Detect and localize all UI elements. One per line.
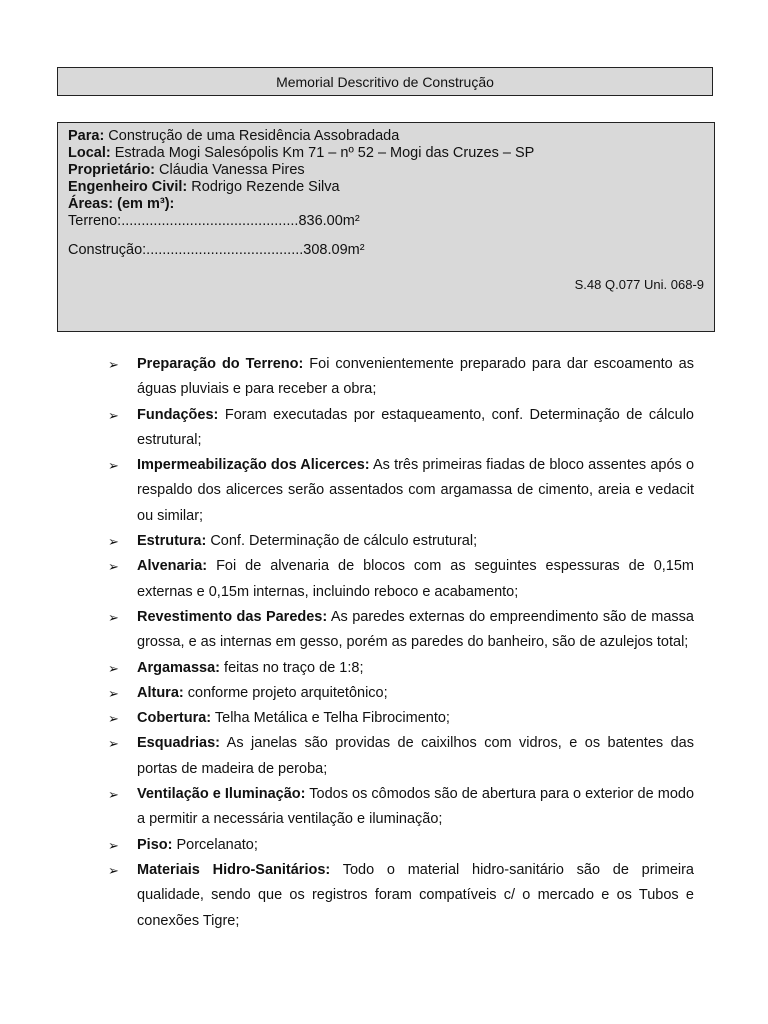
- arrow-bullet-icon: ➢: [108, 609, 119, 625]
- proprietario-label: Proprietário:: [68, 162, 156, 178]
- item-label: Revestimento das Paredes:: [137, 608, 328, 625]
- para-label: Para:: [68, 128, 105, 144]
- item-label: Esquadrias:: [137, 735, 220, 752]
- item-text: Foi convenientemente preparado para dar escoamento as águas pluviais e para receber a obra;: [137, 356, 694, 398]
- item-text: Porcelanato;: [172, 836, 258, 853]
- list-item: [108, 554, 694, 605]
- item-label: Altura:: [137, 684, 184, 701]
- proprietario-value: Cláudia Vanessa Pires: [155, 162, 305, 178]
- proprietario-row: [68, 162, 704, 179]
- local-row: [68, 145, 704, 162]
- list-item: [108, 681, 694, 706]
- para-value: Construção de uma Residência Assobradada: [104, 128, 400, 144]
- item-label: Impermeabilização dos Alicerces:: [137, 457, 370, 474]
- arrow-bullet-icon: ➢: [108, 559, 119, 575]
- item-text: Todo o material hidro-sanitário são de primeira qualidade, sendo que os registros foram compatíveis c/ o mercado e os Tubos e conexões Tigre;: [137, 861, 694, 929]
- list-item: [108, 605, 694, 656]
- list-item: [108, 858, 694, 934]
- document-title-box: [57, 67, 713, 96]
- item-text: feitas no traço de 1:8;: [220, 659, 364, 676]
- item-label: Ventilação e Iluminação:: [137, 786, 306, 803]
- lot-reference: S.48 Q.077 Uni. 068-9: [574, 277, 704, 292]
- item-label: Materiais Hidro-Sanitários:: [137, 861, 331, 878]
- construcao-row: Construção:.......................................308.09m²: [68, 242, 365, 258]
- item-label: Fundações:: [137, 406, 219, 423]
- arrow-bullet-icon: ➢: [108, 407, 119, 423]
- document-title: Memorial Descritivo de Construção: [276, 73, 494, 90]
- item-text: As três primeiras fiadas de bloco assentes após o respaldo dos alicerces serão assentados com argamassa de cimento, areia e vedacit ou similar;: [137, 457, 695, 524]
- list-item: [108, 352, 694, 403]
- arrow-bullet-icon: ➢: [108, 685, 119, 701]
- item-label: Estrutura:: [137, 533, 207, 550]
- arrow-bullet-icon: ➢: [108, 357, 119, 372]
- local-label: Local:: [68, 145, 111, 161]
- item-text: As janelas são providas de caixilhos com vidros, e os batentes das portas de madeira de peroba;: [137, 735, 694, 777]
- arrow-bullet-icon: ➢: [108, 862, 119, 878]
- item-label: Alvenaria:: [137, 558, 208, 575]
- item-text: Telha Metálica e Telha Fibrocimento;: [211, 710, 450, 727]
- item-label: Argamassa:: [137, 659, 221, 676]
- item-text: Foi de alvenaria de blocos com as seguintes espessuras de 0,15m externas e 0,15m internas, incluindo reboco e acabamento;: [137, 558, 694, 600]
- engenheiro-value: Rodrigo Rezende Silva: [187, 179, 340, 195]
- item-text: Foram executadas por estaqueamento, conf. Determinação de cálculo estrutural;: [137, 406, 694, 448]
- specification-list: [108, 352, 694, 934]
- arrow-bullet-icon: ➢: [108, 736, 119, 752]
- item-text: Todos os cômodos são de abertura para o exterior de modo a permitir a necessária ventilação e iluminação;: [137, 786, 695, 828]
- list-item: [108, 731, 694, 782]
- list-item: [108, 529, 694, 554]
- areas-label: Áreas: (em m³):: [68, 196, 175, 212]
- engenheiro-row: [68, 179, 704, 196]
- arrow-bullet-icon: ➢: [108, 660, 119, 676]
- item-label: Piso:: [137, 836, 173, 853]
- arrow-bullet-icon: ➢: [108, 458, 119, 474]
- list-item: [108, 453, 694, 529]
- arrow-bullet-icon: ➢: [108, 787, 119, 803]
- project-info-box: [57, 122, 715, 332]
- item-text: As paredes externas do empreendimento são de massa grossa, e as internas em gesso, porém as paredes do banheiro, são de azulejos total;: [137, 608, 694, 651]
- list-item: [108, 706, 694, 731]
- arrow-bullet-icon: ➢: [108, 711, 119, 727]
- item-text: conforme projeto arquitetônico;: [183, 684, 388, 701]
- list-item: [108, 656, 694, 681]
- list-item: [108, 782, 694, 833]
- para-row: [68, 128, 704, 145]
- list-item: [108, 403, 694, 454]
- arrow-bullet-icon: ➢: [108, 837, 119, 853]
- engenheiro-label: Engenheiro Civil:: [68, 179, 188, 195]
- local-value: Estrada Mogi Salesópolis Km 71 – nº 52 – Mogi das Cruzes – SP: [110, 145, 535, 161]
- list-item: [108, 833, 694, 858]
- areas-row: [68, 196, 704, 213]
- terreno-row: Terreno:............................................836.00m²: [68, 213, 360, 229]
- item-label: Cobertura:: [137, 710, 212, 727]
- arrow-bullet-icon: ➢: [108, 534, 119, 550]
- item-text: Conf. Determinação de cálculo estrutural;: [206, 533, 478, 550]
- item-label: Preparação do Terreno:: [137, 356, 304, 372]
